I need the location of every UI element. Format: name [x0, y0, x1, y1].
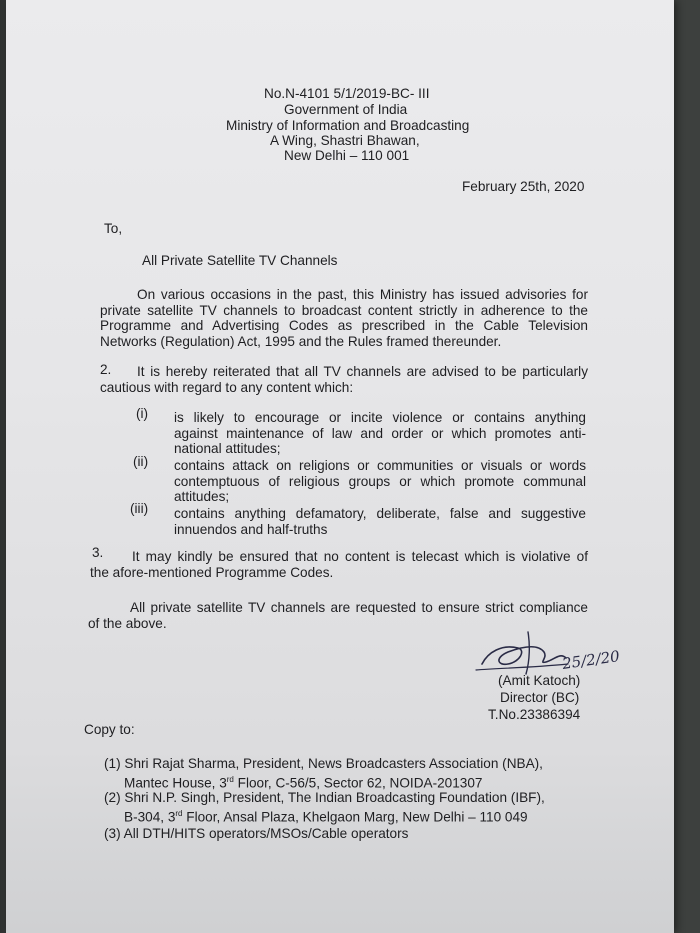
paragraph-3-line: the afore-mentioned Programme Codes.	[90, 564, 334, 580]
copy-entry-1-line-2: Mantec House, 3rd Floor, C-56/5, Sector 62, NOIDA-201307	[124, 775, 483, 791]
item-3-label: (iii)	[130, 501, 149, 516]
signatory-phone: T.No.23386394	[488, 707, 581, 722]
copy-to-heading: Copy to:	[84, 722, 135, 737]
paragraph-3-number: 3.	[92, 545, 104, 560]
paragraph-3-line: It may kindly be ensured that no content is telecast which is violative of	[132, 549, 588, 564]
item-3-text	[174, 506, 586, 537]
paragraph-2-number: 2.	[100, 362, 112, 377]
letter-page	[6, 0, 674, 933]
item-2-text	[174, 458, 586, 505]
copy-entry-1-line-1: (1) Shri Rajat Sharma, President, News Broadcasters Association (NBA),	[104, 756, 543, 771]
paragraph-4-line: All private satellite TV channels are requested to ensure strict compliance	[130, 600, 588, 615]
copy-entry-3: (3) All DTH/HITS operators/MSOs/Cable operators	[104, 826, 409, 841]
item-1-line: national attitudes;	[174, 441, 281, 456]
paragraph-3	[90, 549, 588, 580]
item-1-label: (i)	[136, 406, 149, 421]
signatory-designation: Director (BC)	[500, 690, 580, 705]
paragraph-1-line: private satellite TV channels to broadcast content strictly in adherence to the	[100, 302, 588, 318]
paragraph-1-line: Networks (Regulation) Act, 1995 and the Rules framed thereunder.	[100, 333, 502, 349]
paragraph-2-line: cautious with regard to any content which:	[100, 379, 354, 395]
city-line: New Delhi – 110 001	[284, 148, 410, 163]
copy-entry-2-line-1: (2) Shri N.P. Singh, President, The Indian Broadcasting Foundation (IBF),	[104, 790, 545, 805]
reference-number: No.N-4101 5/1/2019-BC- III	[264, 86, 430, 101]
paragraph-1-line: Programme and Advertising Codes as prescribed in the Cable Television	[100, 318, 588, 333]
paragraph-1	[100, 287, 588, 349]
item-3-line: contains anything defamatory, deliberate, false and suggestive	[174, 506, 586, 521]
government-line: Government of India	[284, 102, 408, 117]
item-1-text	[174, 410, 586, 457]
ministry-line: Ministry of Information and Broadcasting	[226, 118, 470, 133]
paragraph-2-line: It is hereby reiterated that all TV channels are advised to be particularly	[137, 364, 588, 379]
item-3-line: innuendos and half-truths	[174, 521, 328, 537]
item-1-line: against maintenance of law and order or which promotes anti-	[174, 425, 586, 441]
item-2-line: attitudes;	[174, 489, 230, 504]
item-2-label: (ii)	[133, 454, 149, 469]
paragraph-1-line: On various occasions in the past, this Ministry has issued advisories for	[137, 287, 588, 302]
letter-date: February 25th, 2020	[462, 179, 585, 194]
copy-entry-2-line-2: B-304, 3rd Floor, Ansal Plaza, Khelgaon Marg, New Delhi – 110 049	[124, 809, 528, 825]
paragraph-4-line: of the above.	[88, 615, 167, 631]
salutation: To,	[104, 221, 123, 236]
item-2-line: contemptuous of religious groups or which promote communal	[174, 473, 586, 489]
addressee: All Private Satellite TV Channels	[142, 253, 338, 268]
paragraph-2	[100, 364, 588, 395]
handwritten-date: 25/2/20	[561, 647, 621, 673]
signatory-name: (Amit Katoch)	[498, 673, 581, 688]
item-2-line: contains attack on religions or communities or visuals or words	[174, 458, 586, 473]
office-address-line: A Wing, Shastri Bhawan,	[270, 133, 420, 148]
item-1-line: is likely to encourage or incite violence or contains anything	[174, 410, 586, 425]
